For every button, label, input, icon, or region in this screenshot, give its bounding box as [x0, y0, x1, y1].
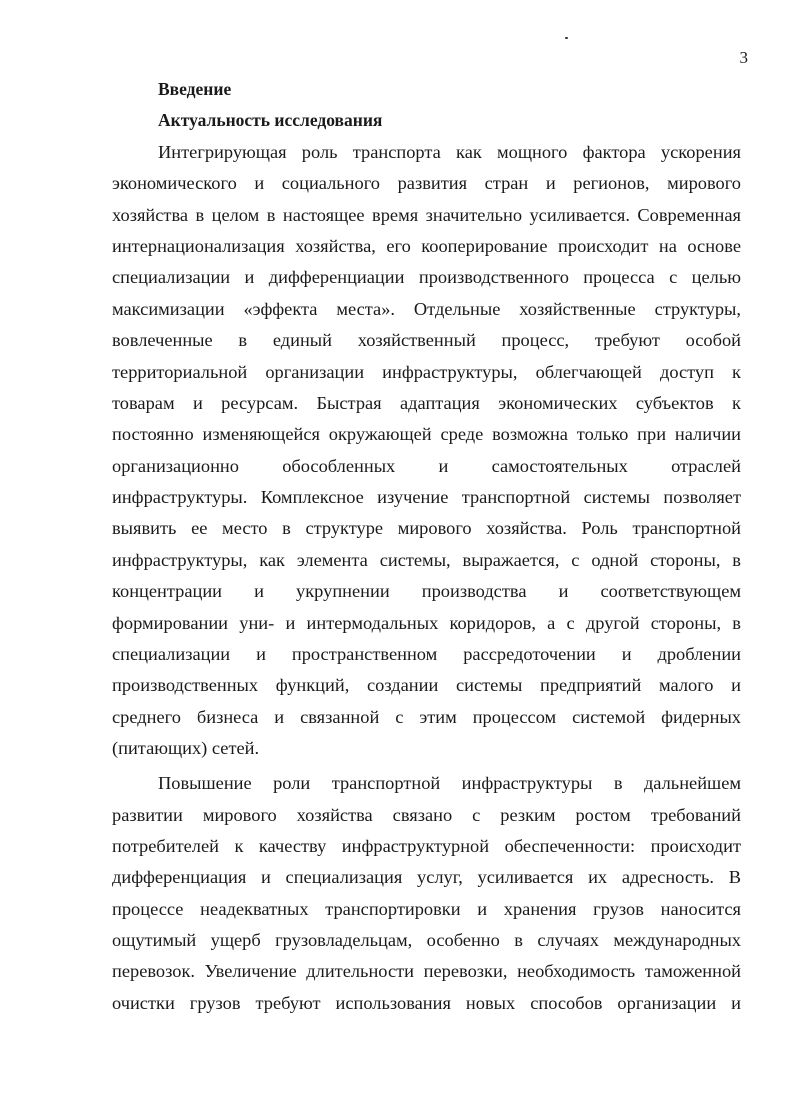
text-line: максимизации «эффекта места». Отдельные хозяйственные структуры, — [112, 299, 741, 319]
text-line: интернационализация хозяйства, его кооперирование происходит на основе — [112, 236, 741, 256]
text-line: очистки грузов требуют использования новых способов организации и — [112, 993, 741, 1013]
text-line: организационно обособленных и самостоятельных отраслей — [112, 456, 741, 476]
text-line: товарам и ресурсам. Быстрая адаптация экономических субъектов к — [112, 393, 741, 413]
text-line: ощутимый ущерб грузовладельцам, особенно в случаях международных — [112, 930, 741, 950]
text-line: формировании уни- и интермодальных коридоров, а с другой стороны, в — [112, 613, 741, 633]
section-heading: Введение — [158, 79, 232, 99]
text-line: среднего бизнеса и связанной с этим процессом системой фидерных — [112, 707, 741, 727]
text-line: инфраструктуры. Комплексное изучение транспортной системы позволяет — [112, 487, 741, 507]
text-line: выявить ее место в структуре мирового хозяйства. Роль транспортной — [112, 518, 741, 538]
text-line: специализации и дифференциации производственного процесса с целью — [112, 267, 741, 287]
text-line: процессе неадекватных транспортировки и хранения грузов наносится — [112, 899, 741, 919]
subsection-heading: Актуальность исследования — [158, 110, 383, 130]
text-line: Интегрирующая роль транспорта как мощного фактора ускорения — [158, 142, 741, 162]
text-line: хозяйства в целом в настоящее время значительно усиливается. Современная — [112, 205, 741, 225]
text-line: концентрации и укрупнении производства и соответствующем — [112, 581, 741, 601]
text-line: развитии мирового хозяйства связано с резким ростом требований — [112, 805, 741, 825]
text-line: инфраструктуры, как элемента системы, выражается, с одной стороны, в — [112, 550, 741, 570]
text-line: специализации и пространственном рассредоточении и дроблении — [112, 644, 741, 664]
text-line: (питающих) сетей. — [112, 738, 260, 758]
text-line: экономического и социального развития стран и регионов, мирового — [112, 173, 741, 193]
page-number: 3 — [739, 48, 748, 67]
text-line: Повышение роли транспортной инфраструктуры в дальнейшем — [158, 773, 741, 793]
text-line: территориальной организации инфраструктуры, облегчающей доступ к — [112, 362, 741, 382]
text-line: вовлеченные в единый хозяйственный процесс, требуют особой — [112, 330, 741, 350]
text-line: производственных функций, создании системы предприятий малого и — [112, 675, 741, 695]
text-line: постоянно изменяющейся окружающей среде возможна только при наличии — [112, 424, 741, 444]
text-line: дифференциация и специализация услуг, усиливается их адресность. В — [112, 867, 741, 887]
text-line: потребителей к качеству инфраструктурной обеспеченности: происходит — [112, 836, 741, 856]
text-line: перевозок. Увеличение длительности перевозки, необходимость таможенной — [112, 961, 741, 981]
scan-speck — [565, 37, 568, 39]
